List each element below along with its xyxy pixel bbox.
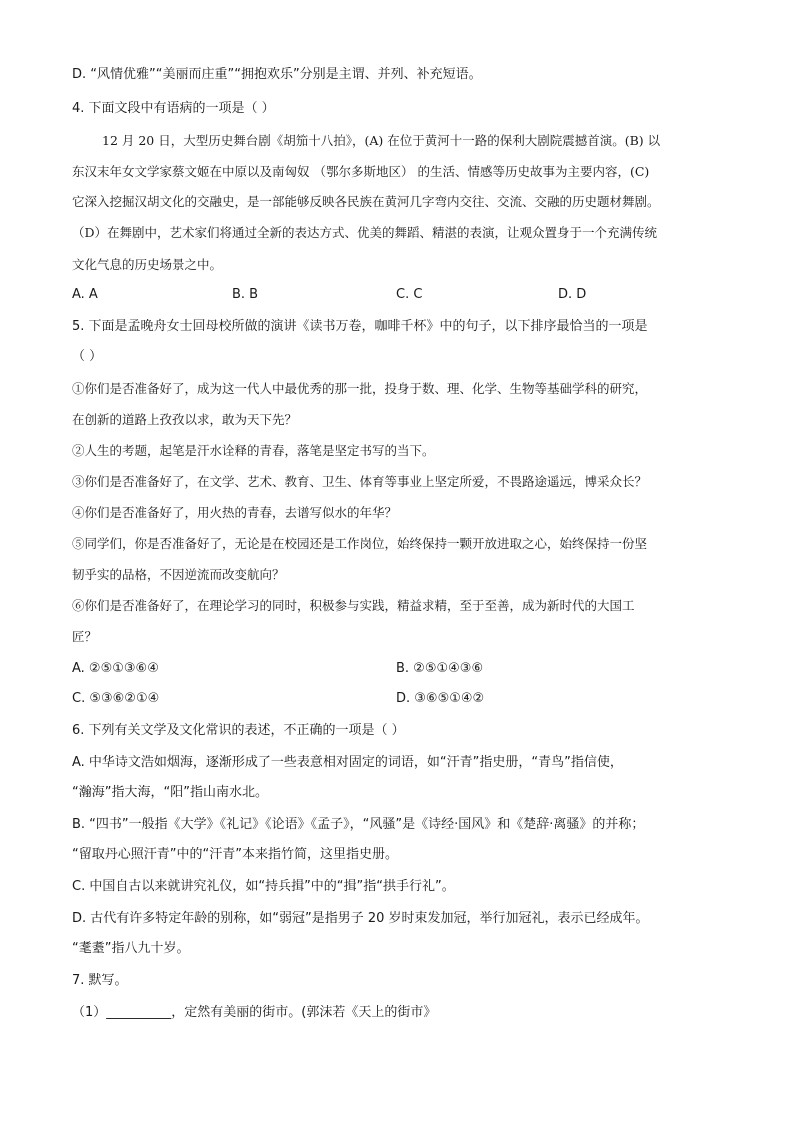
q4-passage-line: 它深入挖掘汉胡文化的交融史，是一部能够反映各民族在黄河几字弯内交往、交流、交融的历史题材舞剧。 [72, 194, 660, 209]
q5-stem: 5. 下面是孟晚舟女士回母校所做的演讲《读书万卷，咖啡千杯》中的句子，以下排序最恰当的一项是 [72, 319, 648, 334]
q4-option-b: B. B [232, 287, 259, 302]
q6-stem: 6. 下列有关文学及文化常识的表述，不正确的一项是（ ） [72, 723, 405, 738]
q5-option-b: B. ②⑤①④③⑥ [396, 661, 484, 676]
q5-option-a: A. ②⑤①③⑥④ [72, 661, 159, 676]
q7-stem: 7. 默写。 [72, 973, 128, 988]
q7-item-1: （1）__________，定然有美丽的街市。(郭沫若《天上的街市》 [72, 1005, 437, 1020]
q5-paren: （ ） [72, 349, 103, 364]
q5-option-c: C. ⑤③⑥②①④ [72, 691, 160, 706]
q6-line: C. 中国自古以来就讲究礼仪，如“持兵揖”中的“揖”指“拱手行礼”。 [72, 879, 455, 894]
q6-line: “留取丹心照汗青”中的“汗青”本来指竹简，这里指史册。 [72, 847, 398, 862]
q6-line: B. “四书”一般指《大学》《礼记》《论语》《孟子》，“风骚”是《诗经·国风》和《楚辞·离骚》的并称； [72, 817, 645, 832]
q4-option-a: A. A [72, 287, 98, 302]
q4-stem: 4. 下面文段中有语病的一项是（ ） [72, 101, 275, 116]
q5-sentence: ④你们是否准备好了，用火热的青春，去谱写似水的年华？ [72, 505, 398, 520]
q3-option-d: D. “风情优雅”“美丽而庄重”“拥抱欢乐”分别是主谓、并列、补充短语。 [72, 67, 482, 82]
q4-passage-line: 文化气息的历史场景之中。 [72, 257, 223, 272]
q5-sentence: 匠？ [72, 629, 98, 644]
q5-sentence: ⑤同学们，你是否准备好了，无论是在校园还是工作岗位，始终保持一颗开放进取之心，始终保持一份坚 [72, 536, 648, 551]
q5-sentence: 韧乎实的品格，不因逆流而改变航向？ [72, 567, 285, 582]
q5-sentence: ②人生的考题，起笔是汗水诠释的青春，落笔是坚定书写的当下。 [72, 443, 435, 458]
q5-sentence: 在创新的道路上孜孜以求，敢为天下先？ [72, 412, 298, 427]
q4-passage-line: 12 月 20 日，大型历史舞台剧《胡笳十八拍》，(A) 在位于黄河十一路的保利大剧院震撼首演。(B) 以 [102, 133, 661, 148]
q4-passage-line: （D）在舞剧中，艺术家们将通过全新的表达方式、优美的舞蹈、精湛的表演，让观众置身于一个充满传统 [72, 225, 658, 240]
q6-line: D. 古代有许多特定年龄的别称，如“弱冠”是指男子 20 岁时束发加冠，举行加冠礼，表示已经成年。 [72, 911, 649, 926]
q6-line: A. 中华诗文浩如烟海，逐渐形成了一些表意相对固定的词语，如“汗青”指史册，“青鸟”指信使， [72, 755, 623, 770]
q6-line: “耄耋”指八九十岁。 [72, 941, 190, 956]
q4-option-d: D. D [558, 287, 587, 302]
q5-option-d: D. ③⑥⑤①④② [396, 691, 485, 706]
q4-option-c: C. C [396, 287, 423, 302]
q5-sentence: ⑥你们是否准备好了，在理论学习的同时，积极参与实践，精益求精，至于至善，成为新时代的大国工 [72, 598, 635, 613]
q4-passage-line: 东汉末年女文学家蔡文姬在中原以及南匈奴 （鄂尔多斯地区） 的生活、情感等历史故事为主要内容，(C) [72, 164, 650, 179]
q5-sentence: ③你们是否准备好了，在文学、艺术、教育、卫生、体育等事业上坚定所爱，不畏路途遥远，博采众长？ [72, 474, 648, 489]
q6-line: “瀚海”指大海，“阳”指山南水北。 [72, 785, 268, 800]
q5-sentence: ①你们是否准备好了，成为这一代人中最优秀的那一批，投身于数、理、化学、生物等基础学科的研究， [72, 381, 648, 396]
